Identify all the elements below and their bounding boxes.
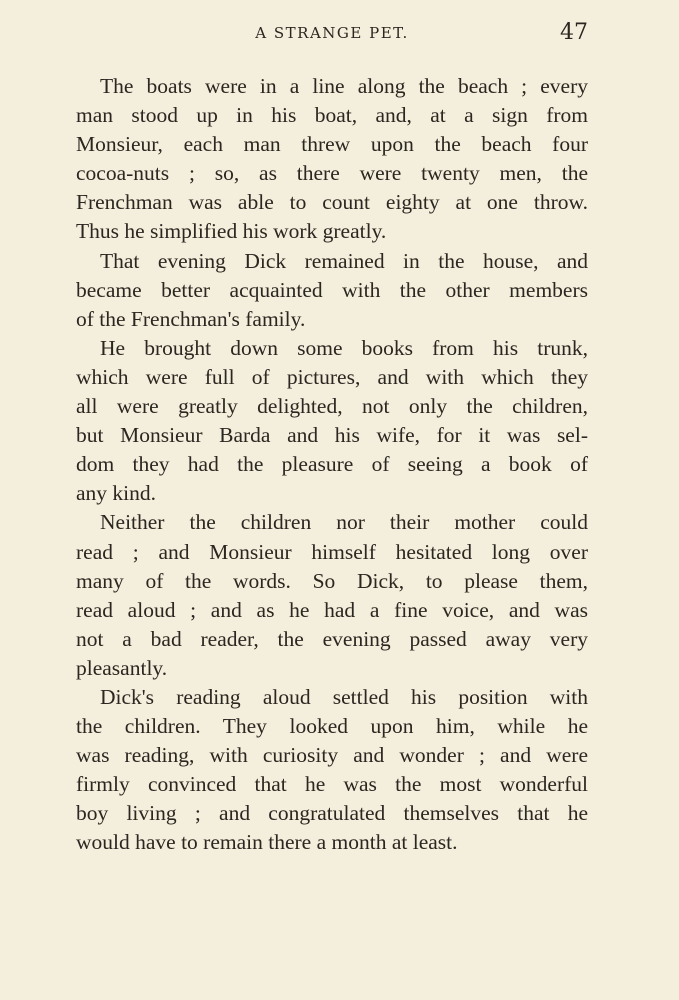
text-line: pleasantly. bbox=[76, 655, 168, 680]
paragraph bbox=[76, 72, 588, 247]
text-line: read aloud ; and as he had a fine voice, and was bbox=[76, 597, 588, 622]
text-line: not a bad reader, the evening passed away very bbox=[76, 626, 588, 651]
text-line: firmly convinced that he was the most wonderful bbox=[76, 772, 588, 797]
text-line: became better acquainted with the other members bbox=[76, 277, 588, 302]
paragraph bbox=[76, 683, 588, 858]
paragraph bbox=[76, 247, 588, 334]
text-line: That evening Dick remained in the house, and bbox=[100, 248, 588, 273]
text-line: He brought down some books from his trunk, bbox=[100, 335, 588, 360]
running-title: A STRANGE PET. bbox=[255, 24, 409, 42]
text-line: all were greatly delighted, not only the children, bbox=[76, 394, 588, 419]
text-line: boy living ; and congratulated themselves that he bbox=[76, 801, 588, 826]
paragraph bbox=[76, 508, 588, 683]
text-line: Thus he simplified his work greatly. bbox=[76, 219, 387, 244]
page-number: 47 bbox=[560, 20, 588, 45]
text-line: dom they had the pleasure of seeing a book of bbox=[76, 452, 588, 477]
text-line: Frenchman was able to count eighty at one throw. bbox=[76, 190, 588, 215]
text-line: read ; and Monsieur himself hesitated long over bbox=[76, 539, 588, 564]
text-line: man stood up in his boat, and, at a sign from bbox=[76, 103, 588, 128]
text-line: Dick's reading aloud settled his position with bbox=[100, 684, 588, 709]
text-line: the children. They looked upon him, while he bbox=[76, 714, 588, 739]
text-line: of the Frenchman's family. bbox=[76, 306, 306, 331]
text-line: any kind. bbox=[76, 481, 157, 506]
text-line: many of the words. So Dick, to please them, bbox=[76, 568, 588, 593]
text-line: which were full of pictures, and with which they bbox=[76, 364, 588, 389]
page-header bbox=[76, 20, 588, 48]
text-line: would have to remain there a month at least. bbox=[76, 830, 458, 855]
text-line: The boats were in a line along the beach ; every bbox=[100, 74, 588, 98]
page-body bbox=[76, 72, 588, 858]
paragraph bbox=[76, 334, 588, 509]
text-line: but Monsieur Barda and his wife, for it was sel- bbox=[76, 423, 588, 448]
text-line: cocoa-nuts ; so, as there were twenty men, the bbox=[76, 161, 588, 186]
text-line: Neither the children nor their mother could bbox=[100, 510, 588, 535]
text-line: was reading, with curiosity and wonder ; and were bbox=[76, 743, 588, 768]
text-line: Monsieur, each man threw upon the beach four bbox=[76, 132, 588, 157]
